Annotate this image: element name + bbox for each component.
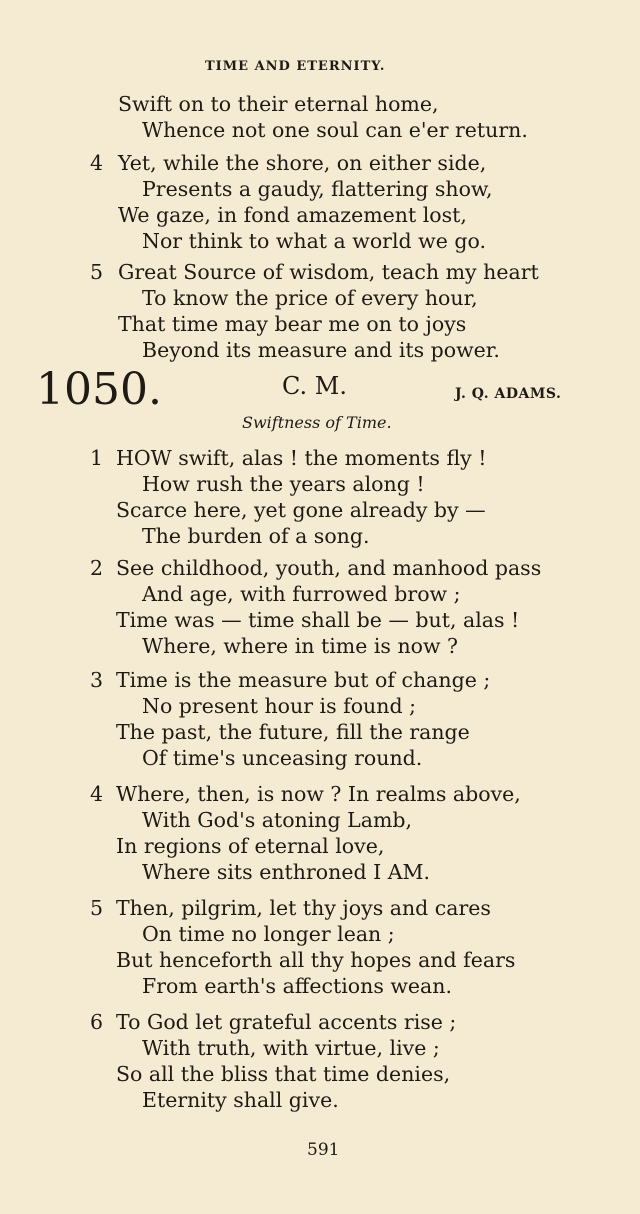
verse-line: Where, then, is now ? In realms above, bbox=[116, 782, 521, 806]
verse-line: Yet, while the shore, on either side, bbox=[118, 151, 487, 175]
hymn-meter: C. M. bbox=[282, 372, 347, 400]
verse-line: Great Source of wisdom, teach my heart bbox=[118, 260, 539, 284]
verse-line: So all the bliss that time denies, bbox=[116, 1062, 451, 1086]
page-number: 591 bbox=[307, 1140, 340, 1160]
verse-number: 5 bbox=[90, 260, 104, 284]
verse-line: From earth's affections wean. bbox=[142, 974, 452, 998]
verse-line: Whence not one soul can e'er return. bbox=[142, 118, 528, 142]
verse-line: Time was — time shall be — but, alas ! bbox=[116, 608, 520, 632]
verse-line: Scarce here, yet gone already by — bbox=[116, 498, 486, 522]
verse-line: HOW swift, alas ! the moments fly ! bbox=[116, 446, 487, 470]
verse-line: We gaze, in fond amazement lost, bbox=[118, 203, 467, 227]
hymn-author: J. Q. ADAMS. bbox=[455, 386, 562, 402]
verse-line: To know the price of every hour, bbox=[142, 286, 478, 310]
verse-line: Then, pilgrim, let thy joys and cares bbox=[116, 896, 491, 920]
verse-line: On time no longer lean ; bbox=[142, 922, 395, 946]
verse-line: Of time's unceasing round. bbox=[142, 746, 423, 770]
verse-line: No present hour is found ; bbox=[142, 694, 416, 718]
verse-line: Presents a gaudy, flattering show, bbox=[142, 177, 493, 201]
verse-line: The burden of a song. bbox=[142, 524, 370, 548]
verse-number: 2 bbox=[90, 556, 104, 580]
verse-line: Where sits enthroned I AM. bbox=[142, 860, 431, 884]
verse-line: Eternity shall give. bbox=[142, 1088, 339, 1112]
verse-line: See childhood, youth, and manhood pass bbox=[116, 556, 542, 580]
verse-line: Swift on to their eternal home, bbox=[118, 92, 439, 116]
verse-number: 1 bbox=[90, 446, 104, 470]
verse-number: 3 bbox=[90, 668, 104, 692]
verse-line: With God's atoning Lamb, bbox=[142, 808, 413, 832]
verse-number: 5 bbox=[90, 896, 104, 920]
verse-line: But henceforth all thy hopes and fears bbox=[116, 948, 516, 972]
verse-line: Nor think to what a world we go. bbox=[142, 229, 486, 253]
verse-line: How rush the years along ! bbox=[142, 472, 425, 496]
verse-number: 6 bbox=[90, 1010, 104, 1034]
verse-line: Time is the measure but of change ; bbox=[116, 668, 491, 692]
verse-line: The past, the future, fill the range bbox=[116, 720, 470, 744]
verse-line: Beyond its measure and its power. bbox=[142, 338, 500, 362]
verse-number: 4 bbox=[90, 151, 104, 175]
verse-line: That time may bear me on to joys bbox=[118, 312, 467, 336]
verse-line: With truth, with virtue, live ; bbox=[142, 1036, 440, 1060]
hymn-number: 1050. bbox=[36, 364, 162, 415]
verse-line: Where, where in time is now ? bbox=[142, 634, 459, 658]
verse-line: In regions of eternal love, bbox=[116, 834, 385, 858]
running-head: TIME AND ETERNITY. bbox=[205, 59, 386, 74]
verse-line: And age, with furrowed brow ; bbox=[142, 582, 461, 606]
verse-line: To God let grateful accents rise ; bbox=[116, 1010, 457, 1034]
hymn-title: Swiftness of Time. bbox=[242, 413, 392, 432]
verse-number: 4 bbox=[90, 782, 104, 806]
